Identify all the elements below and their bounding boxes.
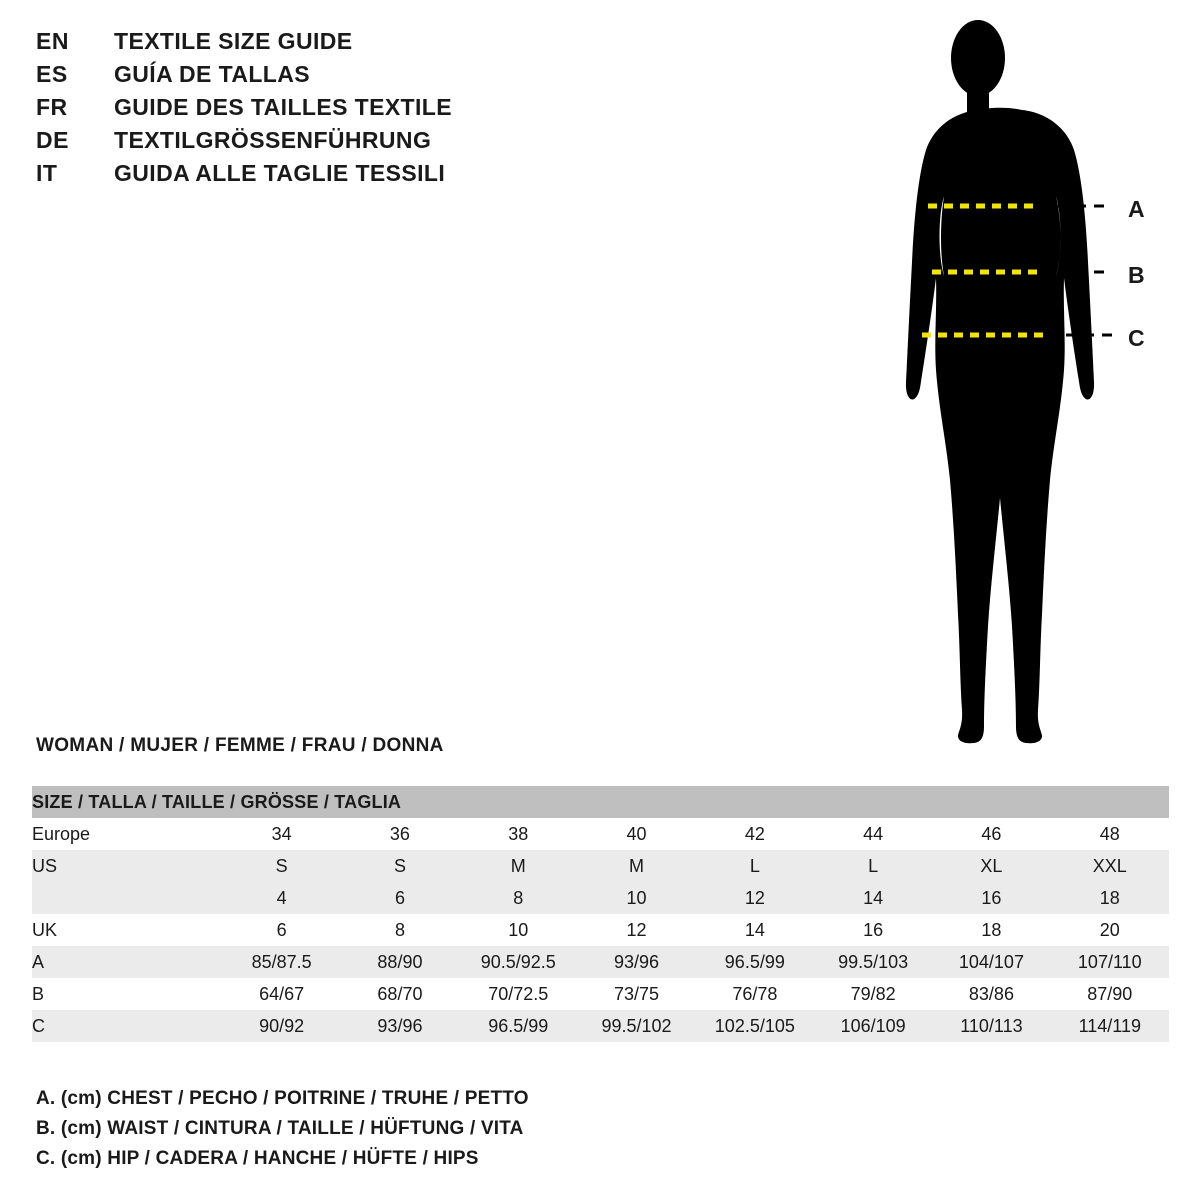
table-cell: 76/78 [696, 978, 814, 1010]
table-cell: 99.5/102 [577, 1010, 695, 1042]
table-cell: 10 [577, 882, 695, 914]
title-lang-code: EN [36, 28, 69, 54]
table-row [32, 850, 1169, 882]
table-cell: 8 [341, 914, 459, 946]
table-cell: 16 [932, 882, 1050, 914]
table-cell: 110/113 [932, 1010, 1050, 1042]
table-cell: 4 [223, 882, 341, 914]
title-text: GUÍA DE TALLAS [114, 61, 310, 87]
table-cell: 93/96 [577, 946, 695, 978]
measure-letter-c: C [1128, 325, 1145, 351]
table-cell: 83/86 [932, 978, 1050, 1010]
measure-letter-b: B [1128, 262, 1145, 288]
table-cell: 88/90 [341, 946, 459, 978]
table-cell: 12 [577, 914, 695, 946]
row-label: B [32, 978, 223, 1010]
table-cell: 16 [814, 914, 932, 946]
row-label: UK [32, 914, 223, 946]
title-lang-code: ES [36, 61, 68, 87]
table-cell: 18 [932, 914, 1050, 946]
legend [36, 1088, 736, 1178]
section-label-woman: WOMAN / MUJER / FEMME / FRAU / DONNA [36, 735, 444, 756]
table-cell: 46 [932, 818, 1050, 850]
table-row [32, 946, 1169, 978]
body-silhouette-icon [860, 10, 1190, 750]
title-lang-code: FR [36, 94, 68, 120]
table-cell: 14 [696, 914, 814, 946]
legend-item-a: A. (cm) CHEST / PECHO / POITRINE / TRUHE / PETTO [36, 1088, 529, 1109]
table-cell: 99.5/103 [814, 946, 932, 978]
table-cell: 96.5/99 [696, 946, 814, 978]
title-text: GUIDA ALLE TAGLIE TESSILI [114, 160, 446, 186]
table-cell: 6 [341, 882, 459, 914]
legend-item-b: B. (cm) WAIST / CINTURA / TAILLE / HÜFTUNG / VITA [36, 1118, 524, 1139]
title-row [36, 160, 736, 193]
size-table [32, 786, 1169, 1042]
table-cell: 85/87.5 [223, 946, 341, 978]
table-cell: 106/109 [814, 1010, 932, 1042]
measure-letter-a: A [1128, 196, 1145, 222]
table-cell: M [459, 850, 577, 882]
table-cell: M [577, 850, 695, 882]
table-cell: XL [932, 850, 1050, 882]
table-cell: 73/75 [577, 978, 695, 1010]
table-cell: 79/82 [814, 978, 932, 1010]
table-cell: 90/92 [223, 1010, 341, 1042]
table-row [32, 914, 1169, 946]
table-header-label: SIZE / TALLA / TAILLE / GRÖSSE / TAGLIA [32, 786, 1169, 818]
table-cell: 34 [223, 818, 341, 850]
table-cell: 12 [696, 882, 814, 914]
table-cell: 42 [696, 818, 814, 850]
table-cell: XXL [1051, 850, 1169, 882]
legend-item-c: C. (cm) HIP / CADERA / HANCHE / HÜFTE / HIPS [36, 1148, 479, 1169]
row-label: C [32, 1010, 223, 1042]
table-row [32, 818, 1169, 850]
table-cell: S [223, 850, 341, 882]
title-text: GUIDE DES TAILLES TEXTILE [114, 94, 452, 120]
table-row [32, 1010, 1169, 1042]
title-row [36, 61, 736, 94]
title-lang-code: DE [36, 127, 69, 153]
row-label [32, 882, 223, 914]
table-cell: 40 [577, 818, 695, 850]
row-label: US [32, 850, 223, 882]
table-cell: 36 [341, 818, 459, 850]
title-row [36, 127, 736, 160]
row-label: Europe [32, 818, 223, 850]
table-cell: 44 [814, 818, 932, 850]
table-cell: 93/96 [341, 1010, 459, 1042]
table-cell: 102.5/105 [696, 1010, 814, 1042]
title-row [36, 28, 736, 61]
table-cell: 114/119 [1051, 1010, 1169, 1042]
table-cell: 96.5/99 [459, 1010, 577, 1042]
table-row [32, 978, 1169, 1010]
table-header-row [32, 786, 1169, 818]
table-cell: 107/110 [1051, 946, 1169, 978]
table-cell: 18 [1051, 882, 1169, 914]
table-cell: 38 [459, 818, 577, 850]
title-text: TEXTILE SIZE GUIDE [114, 28, 353, 54]
table-cell: 8 [459, 882, 577, 914]
title-block [36, 28, 736, 193]
title-row [36, 94, 736, 127]
table-row [32, 882, 1169, 914]
table-cell: L [814, 850, 932, 882]
table-cell: 104/107 [932, 946, 1050, 978]
table-cell: 14 [814, 882, 932, 914]
table-cell: 90.5/92.5 [459, 946, 577, 978]
female-body-figure [860, 10, 1190, 750]
table-cell: 6 [223, 914, 341, 946]
title-text: TEXTILGRÖSSENFÜHRUNG [114, 127, 432, 153]
row-label: A [32, 946, 223, 978]
table-cell: S [341, 850, 459, 882]
table-cell: 70/72.5 [459, 978, 577, 1010]
table-cell: 87/90 [1051, 978, 1169, 1010]
table-cell: L [696, 850, 814, 882]
table-cell: 64/67 [223, 978, 341, 1010]
table-cell: 48 [1051, 818, 1169, 850]
title-lang-code: IT [36, 160, 58, 186]
table-cell: 10 [459, 914, 577, 946]
table-cell: 20 [1051, 914, 1169, 946]
table-cell: 68/70 [341, 978, 459, 1010]
